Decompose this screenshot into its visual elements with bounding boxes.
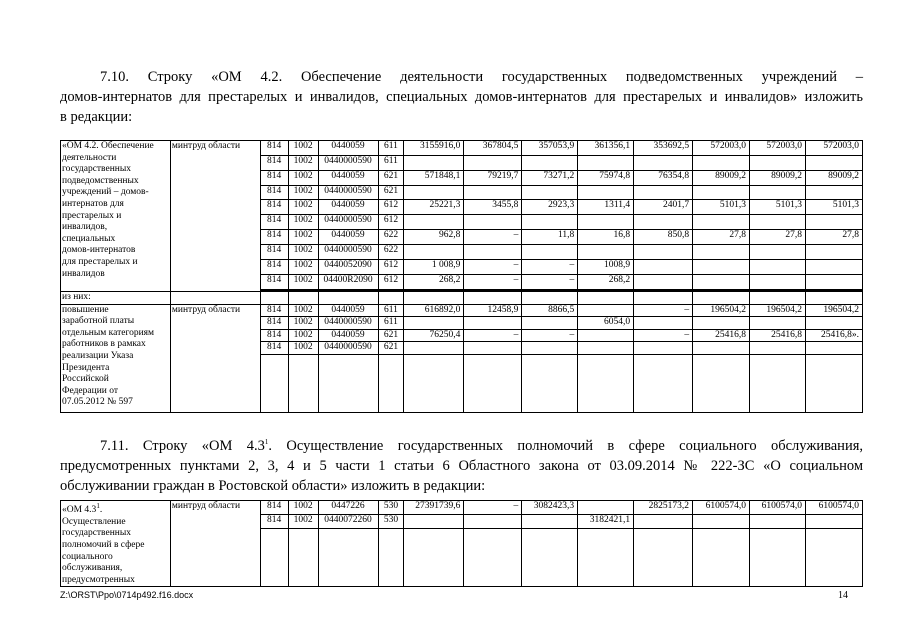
code-cell: 0440000590 xyxy=(318,317,378,330)
cell-text-line: Осуществление xyxy=(62,516,126,527)
table-row xyxy=(61,141,863,156)
value-cell xyxy=(522,317,578,330)
value-cell xyxy=(578,155,634,170)
value-cell xyxy=(634,274,693,289)
executor-cell: минтруд области xyxy=(170,501,260,587)
value-cell: 1 008,9 xyxy=(404,259,464,274)
code-cell: 814 xyxy=(260,230,288,245)
value-cell: 11,8 xyxy=(522,230,578,245)
cell-text-line: работников в рамках xyxy=(62,339,146,350)
code-cell: 612 xyxy=(378,200,404,215)
empty-cell xyxy=(318,292,378,305)
paragraph-line: 7.10. Строку «ОМ 4.2. Обеспечение деятельности государственных подведомственных учреждений – xyxy=(100,69,863,85)
value-cell xyxy=(578,215,634,230)
cell-text-line: «ОМ 4.2. Обеспечение xyxy=(62,141,154,151)
code-cell: 814 xyxy=(260,185,288,200)
value-cell: 268,2 xyxy=(578,274,634,289)
value-cell: – xyxy=(464,274,522,289)
value-cell xyxy=(634,342,693,355)
executor-cell: минтруд области xyxy=(170,304,260,412)
row-name-cell xyxy=(61,304,171,412)
value-cell xyxy=(693,274,750,289)
code-cell: 622 xyxy=(378,245,404,260)
value-cell xyxy=(522,185,578,200)
empty-cell xyxy=(464,292,522,305)
code-cell: 621 xyxy=(378,170,404,185)
value-cell: 353692,5 xyxy=(634,141,693,156)
value-cell xyxy=(693,215,750,230)
value-cell xyxy=(693,185,750,200)
code-cell: 1002 xyxy=(288,259,318,274)
value-cell xyxy=(805,259,862,274)
cell-text-line: полномочий в сфере xyxy=(62,539,145,550)
code-cell: 814 xyxy=(260,215,288,230)
code-cell: 1002 xyxy=(288,200,318,215)
table-row xyxy=(61,304,863,317)
value-cell: 16,8 xyxy=(578,230,634,245)
value-cell xyxy=(404,185,464,200)
code-cell: 814 xyxy=(260,141,288,156)
value-cell: 571848,1 xyxy=(404,170,464,185)
empty-cell xyxy=(288,292,318,305)
cell-text-line: инвалидов xyxy=(62,268,105,279)
value-cell xyxy=(464,342,522,355)
empty-cell xyxy=(260,529,288,587)
code-cell: 0440059 xyxy=(318,329,378,342)
value-cell: 12458,9 xyxy=(464,304,522,317)
code-cell: 0440000590 xyxy=(318,155,378,170)
value-cell: – xyxy=(464,329,522,342)
code-cell: 1002 xyxy=(288,342,318,355)
value-cell xyxy=(693,245,750,260)
executor-cell: минтруд области xyxy=(170,141,260,292)
value-cell xyxy=(634,155,693,170)
code-cell: 814 xyxy=(260,317,288,330)
empty-cell xyxy=(578,529,634,587)
code-cell: 814 xyxy=(260,342,288,355)
value-cell: – xyxy=(464,230,522,245)
code-cell: 1002 xyxy=(288,501,318,515)
code-cell: 1002 xyxy=(288,215,318,230)
code-cell: 611 xyxy=(378,317,404,330)
value-cell: 5101,3 xyxy=(805,200,862,215)
code-cell: 0440000590 xyxy=(318,215,378,230)
cell-text-line: престарелых и xyxy=(62,210,122,221)
value-cell xyxy=(750,274,806,289)
code-cell: 1002 xyxy=(288,515,318,529)
cell-text-line: учреждений – домов- xyxy=(62,187,149,198)
cell-text-line: повышение xyxy=(62,304,109,315)
code-cell: 621 xyxy=(378,185,404,200)
value-cell: 6100574,0 xyxy=(805,501,862,515)
empty-cell xyxy=(378,354,404,412)
value-cell: 76354,8 xyxy=(634,170,693,185)
code-cell: 0440059 xyxy=(318,200,378,215)
value-cell: 3455,8 xyxy=(464,200,522,215)
value-cell: 27,8 xyxy=(750,230,806,245)
code-cell: 1002 xyxy=(288,155,318,170)
empty-cell xyxy=(170,292,260,305)
code-cell: 0447226 xyxy=(318,501,378,515)
value-cell: 27391739,6 xyxy=(404,501,464,515)
empty-cell xyxy=(750,354,806,412)
value-cell xyxy=(464,515,522,529)
budget-table-om-4-2 xyxy=(60,140,863,413)
value-cell: 6100574,0 xyxy=(693,501,750,515)
cell-text-line: «ОМ $4.3^1$. xyxy=(62,502,103,516)
value-cell xyxy=(693,259,750,274)
value-cell: 75974,8 xyxy=(578,170,634,185)
value-cell: 8866,5 xyxy=(522,304,578,317)
code-cell: 1002 xyxy=(288,245,318,260)
code-cell: 1002 xyxy=(288,317,318,330)
value-cell: 572003,0 xyxy=(805,141,862,156)
code-cell: 0440000590 xyxy=(318,245,378,260)
cell-text-line: 07.05.2012 № 597 xyxy=(62,397,133,408)
value-cell: 3155916,0 xyxy=(404,141,464,156)
code-cell: 530 xyxy=(378,501,404,515)
code-cell: 612 xyxy=(378,215,404,230)
empty-cell xyxy=(693,529,750,587)
empty-cell xyxy=(522,529,578,587)
value-cell xyxy=(805,245,862,260)
code-cell: 814 xyxy=(260,259,288,274)
value-cell xyxy=(805,155,862,170)
empty-cell xyxy=(578,292,634,305)
value-cell: 268,2 xyxy=(404,274,464,289)
value-cell xyxy=(750,515,806,529)
code-cell: 1002 xyxy=(288,329,318,342)
value-cell: 25221,3 xyxy=(404,200,464,215)
value-cell xyxy=(522,215,578,230)
code-cell: 814 xyxy=(260,501,288,515)
empty-cell xyxy=(288,354,318,412)
cell-text-line: для престарелых и xyxy=(62,256,138,267)
value-cell xyxy=(522,245,578,260)
empty-cell xyxy=(260,292,288,305)
paragraph-7-10 xyxy=(60,67,863,127)
value-cell: 572003,0 xyxy=(750,141,806,156)
cell-text-line: подведомственных xyxy=(62,175,139,186)
empty-cell xyxy=(805,354,862,412)
value-cell xyxy=(693,342,750,355)
value-cell: 3082423,3 xyxy=(522,501,578,515)
value-cell xyxy=(464,317,522,330)
code-cell: 611 xyxy=(378,141,404,156)
code-cell: 0440000590 xyxy=(318,185,378,200)
code-cell: 0440000590 xyxy=(318,342,378,355)
empty-cell xyxy=(464,529,522,587)
code-cell: 1002 xyxy=(288,141,318,156)
empty-cell xyxy=(404,292,464,305)
code-cell: 0440059 xyxy=(318,170,378,185)
value-cell: – xyxy=(522,329,578,342)
paragraph-line: домов-интернатов для престарелых и инвалидов, специальных домов-интернатов для престарелых и инвалидов» изложить xyxy=(60,89,863,105)
value-cell: – xyxy=(522,274,578,289)
code-cell: 814 xyxy=(260,515,288,529)
value-cell xyxy=(634,245,693,260)
code-cell: 612 xyxy=(378,259,404,274)
code-cell: 621 xyxy=(378,329,404,342)
code-cell: 621 xyxy=(378,342,404,355)
value-cell: 3182421,1 xyxy=(578,515,634,529)
cell-text-line: специальных xyxy=(62,233,116,244)
value-cell: 25416,8 xyxy=(693,329,750,342)
value-cell: 27,8 xyxy=(693,230,750,245)
code-cell: 814 xyxy=(260,245,288,260)
value-cell xyxy=(578,185,634,200)
cell-text-line: социального xyxy=(62,551,113,562)
value-cell: 6054,0 xyxy=(578,317,634,330)
paragraph-7-11 xyxy=(60,432,863,496)
cell-text-line: Российской xyxy=(62,374,109,385)
value-cell: 5101,3 xyxy=(750,200,806,215)
value-cell xyxy=(750,259,806,274)
value-cell: 367804,5 xyxy=(464,141,522,156)
code-cell: 814 xyxy=(260,155,288,170)
row-name-cell xyxy=(61,501,171,587)
value-cell: 76250,4 xyxy=(404,329,464,342)
empty-cell xyxy=(750,529,806,587)
value-cell xyxy=(693,317,750,330)
code-cell: 0440072260 xyxy=(318,515,378,529)
value-cell: 850,8 xyxy=(634,230,693,245)
value-cell xyxy=(750,245,806,260)
code-cell: 814 xyxy=(260,274,288,289)
value-cell: – xyxy=(522,259,578,274)
cell-text-line: обслуживания, xyxy=(62,563,123,574)
cell-text-line: заработной платы xyxy=(62,316,135,327)
value-cell: – xyxy=(464,501,522,515)
empty-cell xyxy=(378,529,404,587)
value-cell: 5101,3 xyxy=(693,200,750,215)
value-cell: 1311,4 xyxy=(578,200,634,215)
value-cell xyxy=(750,155,806,170)
code-cell: 611 xyxy=(378,304,404,317)
value-cell xyxy=(404,515,464,529)
value-cell: – xyxy=(634,329,693,342)
empty-cell xyxy=(378,292,404,305)
value-cell xyxy=(464,185,522,200)
row-name-cell xyxy=(61,141,171,292)
cell-text-line: государственных xyxy=(62,528,132,539)
empty-cell xyxy=(578,354,634,412)
value-cell: 6100574,0 xyxy=(750,501,806,515)
value-cell xyxy=(464,215,522,230)
code-cell: 530 xyxy=(378,515,404,529)
cell-text-line: государственных xyxy=(62,164,132,175)
cell-text-line: Президента xyxy=(62,362,110,373)
iz-nih-cell: из них: xyxy=(61,292,171,305)
footer-file-path: Z:\ORST\Ppo\0714p492.f16.docx xyxy=(60,590,194,600)
value-cell xyxy=(578,245,634,260)
cell-text-line: отдельным категориям xyxy=(62,327,155,338)
value-cell: 89009,2 xyxy=(750,170,806,185)
value-cell xyxy=(634,515,693,529)
empty-cell xyxy=(750,292,806,305)
value-cell xyxy=(578,501,634,515)
empty-cell xyxy=(288,529,318,587)
empty-cell xyxy=(260,354,288,412)
paragraph-line: в редакции: xyxy=(60,109,133,125)
cell-text-line: Федерации от xyxy=(62,385,119,396)
value-cell xyxy=(805,215,862,230)
code-cell: 1002 xyxy=(288,230,318,245)
value-cell: 2825173,2 xyxy=(634,501,693,515)
empty-cell xyxy=(464,354,522,412)
code-cell: 611 xyxy=(378,155,404,170)
cell-text-line: деятельности xyxy=(62,152,117,163)
value-cell: 572003,0 xyxy=(693,141,750,156)
table-row xyxy=(61,501,863,515)
value-cell: 357053,9 xyxy=(522,141,578,156)
value-cell xyxy=(522,155,578,170)
code-cell: 814 xyxy=(260,304,288,317)
empty-cell xyxy=(318,354,378,412)
value-cell xyxy=(404,245,464,260)
code-cell: 0440059 xyxy=(318,141,378,156)
empty-cell xyxy=(522,292,578,305)
value-cell: 2923,3 xyxy=(522,200,578,215)
value-cell xyxy=(805,185,862,200)
value-cell xyxy=(805,515,862,529)
value-cell xyxy=(522,515,578,529)
cell-text-line: реализации Указа xyxy=(62,350,134,361)
value-cell xyxy=(522,342,578,355)
code-cell: 1002 xyxy=(288,274,318,289)
code-cell: 1002 xyxy=(288,304,318,317)
code-cell: 0440059 xyxy=(318,230,378,245)
cell-text-line: домов-интернатов xyxy=(62,245,136,256)
value-cell xyxy=(750,185,806,200)
value-cell xyxy=(464,155,522,170)
value-cell: 89009,2 xyxy=(693,170,750,185)
code-cell: 04400R2090 xyxy=(318,274,378,289)
value-cell: – xyxy=(464,259,522,274)
value-cell: 25416,8 xyxy=(750,329,806,342)
value-cell xyxy=(578,342,634,355)
value-cell: 25416,8». xyxy=(805,329,862,342)
value-cell xyxy=(634,317,693,330)
value-cell: 89009,2 xyxy=(805,170,862,185)
code-cell: 814 xyxy=(260,329,288,342)
value-cell xyxy=(693,155,750,170)
value-cell: 196504,2 xyxy=(750,304,806,317)
value-cell: 27,8 xyxy=(805,230,862,245)
code-cell: 0440052090 xyxy=(318,259,378,274)
value-cell: – xyxy=(634,304,693,317)
value-cell: 2401,7 xyxy=(634,200,693,215)
code-cell: 814 xyxy=(260,170,288,185)
empty-cell xyxy=(404,354,464,412)
empty-cell xyxy=(404,529,464,587)
code-cell: 622 xyxy=(378,230,404,245)
code-cell: 1002 xyxy=(288,185,318,200)
value-cell xyxy=(805,342,862,355)
code-cell: 0440059 xyxy=(318,304,378,317)
code-cell: 814 xyxy=(260,200,288,215)
value-cell xyxy=(404,317,464,330)
page-number: 14 xyxy=(838,590,848,601)
table-row-iz-nih xyxy=(61,292,863,305)
value-cell xyxy=(750,215,806,230)
cell-text-line: предусмотренных xyxy=(62,574,135,585)
value-cell xyxy=(578,304,634,317)
value-cell xyxy=(750,317,806,330)
value-cell xyxy=(634,259,693,274)
value-cell xyxy=(404,155,464,170)
empty-cell xyxy=(634,529,693,587)
value-cell xyxy=(404,342,464,355)
empty-cell xyxy=(805,292,862,305)
value-cell: 73271,2 xyxy=(522,170,578,185)
paragraph-line: предусмотренных пунктами 2, 3, 4 и 5 части 1 статьи 6 Областного закона от 03.09.2014 № 222-ЗС «О социальном xyxy=(60,457,863,474)
value-cell xyxy=(693,515,750,529)
value-cell xyxy=(750,342,806,355)
cell-text-line: интернатов для xyxy=(62,198,124,209)
paragraph-line: 7.11. Строку «ОМ $4.3^1$. Осуществление государственных полномочий в сфере социального обслуживания, xyxy=(100,437,864,454)
cell-text-line: инвалидов, xyxy=(62,222,108,233)
code-cell: 612 xyxy=(378,274,404,289)
value-cell: 962,8 xyxy=(404,230,464,245)
empty-cell xyxy=(805,529,862,587)
value-cell xyxy=(634,185,693,200)
value-cell: 196504,2 xyxy=(805,304,862,317)
value-cell xyxy=(805,274,862,289)
value-cell xyxy=(634,215,693,230)
paragraph-line: обслуживании граждан в Ростовской области» изложить в редакции: xyxy=(60,477,486,494)
value-cell: 196504,2 xyxy=(693,304,750,317)
budget-table-om-4-3 xyxy=(60,500,863,587)
empty-cell xyxy=(693,292,750,305)
value-cell xyxy=(464,245,522,260)
empty-cell xyxy=(693,354,750,412)
empty-cell xyxy=(318,529,378,587)
value-cell xyxy=(404,215,464,230)
value-cell: 1008,9 xyxy=(578,259,634,274)
value-cell: 361356,1 xyxy=(578,141,634,156)
empty-cell xyxy=(634,354,693,412)
empty-cell xyxy=(522,354,578,412)
empty-cell xyxy=(634,292,693,305)
value-cell: 79219,7 xyxy=(464,170,522,185)
value-cell xyxy=(805,317,862,330)
value-cell: 616892,0 xyxy=(404,304,464,317)
value-cell xyxy=(578,329,634,342)
code-cell: 1002 xyxy=(288,170,318,185)
